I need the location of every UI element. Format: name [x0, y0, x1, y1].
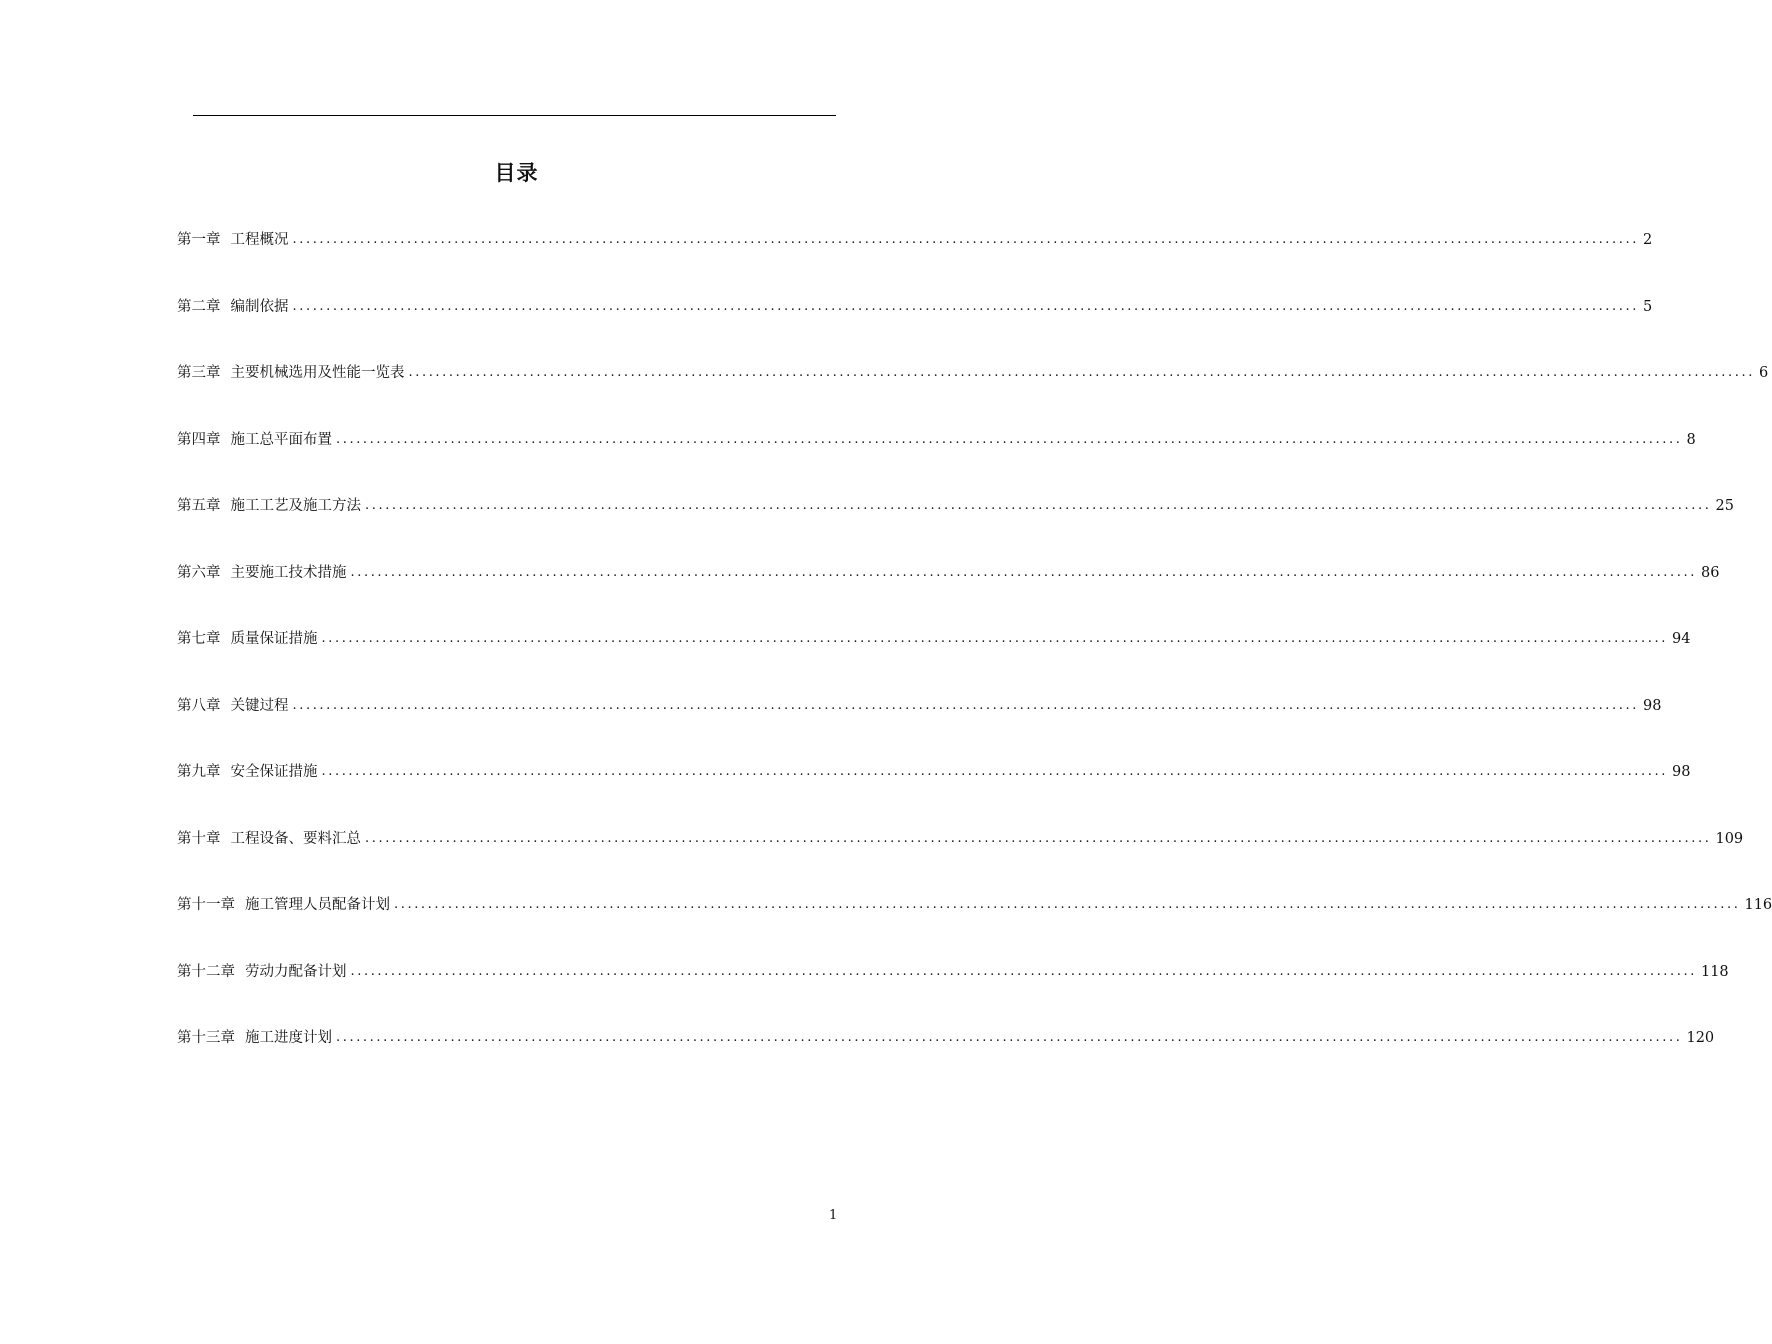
toc-entry[interactable] — [177, 294, 1653, 361]
toc-entry[interactable] — [177, 759, 1691, 826]
toc-chapter: 第十一章 — [177, 897, 235, 913]
toc-page-number: 116 — [1744, 897, 1772, 913]
toc-page-number: 120 — [1686, 1030, 1715, 1046]
toc-page-number: 8 — [1686, 431, 1696, 448]
toc-heading: 关键过程 — [230, 697, 289, 714]
toc-entry[interactable] — [177, 560, 1720, 627]
toc-leader: ........................................................................................................................................................................................................ — [321, 764, 1668, 779]
toc-heading: 质量保证措施 — [230, 631, 318, 647]
toc-chapter: 第九章 — [177, 764, 221, 780]
toc-leader: ........................................................................................................................................................................................................ — [336, 431, 1683, 447]
toc-list — [177, 227, 1772, 1092]
toc-heading: 劳动力配备计划 — [245, 963, 347, 980]
toc-leader: ........................................................................................................................................................................................................ — [336, 1030, 1683, 1045]
toc-title: 目录 — [494, 161, 539, 185]
toc-heading: 主要机械选用及性能一览表 — [230, 365, 405, 381]
toc-page-number: 94 — [1671, 631, 1691, 647]
toc-heading: 编制依据 — [230, 298, 289, 315]
toc-heading: 工程设备、要料汇总 — [230, 830, 361, 847]
toc-heading: 主要施工技术措施 — [230, 564, 347, 581]
toc-leader: ........................................................................................................................................................................................................ — [365, 498, 1712, 513]
toc-entry[interactable] — [177, 427, 1696, 494]
toc-heading: 安全保证措施 — [230, 764, 318, 780]
toc-page-number: 86 — [1700, 564, 1720, 581]
toc-page-number: 118 — [1700, 963, 1729, 980]
toc-chapter: 第七章 — [177, 631, 221, 647]
toc-page-number: 6 — [1758, 365, 1769, 381]
toc-chapter: 第八章 — [177, 697, 221, 714]
toc-chapter: 第三章 — [177, 365, 221, 381]
toc-heading: 施工管理人员配备计划 — [245, 897, 390, 913]
toc-chapter: 第四章 — [177, 431, 221, 448]
toc-heading: 工程概况 — [230, 232, 289, 248]
toc-chapter: 第十二章 — [177, 963, 235, 980]
toc-entry[interactable] — [177, 1025, 1715, 1092]
toc-entry[interactable] — [177, 360, 1769, 427]
toc-leader: ........................................................................................................................................................................................................ — [408, 365, 1755, 380]
toc-entry[interactable] — [177, 693, 1662, 760]
toc-entry[interactable] — [177, 227, 1653, 294]
toc-chapter: 第一章 — [177, 232, 221, 248]
toc-chapter: 第五章 — [177, 498, 221, 514]
toc-entry[interactable] — [177, 493, 1734, 560]
footer-page-number: 1 — [829, 1208, 838, 1223]
toc-chapter: 第十章 — [177, 830, 221, 847]
toc-leader: ........................................................................................................................................................................................................ — [292, 232, 1639, 247]
header-rule — [193, 115, 836, 116]
toc-leader: ........................................................................................................................................................................................................ — [350, 963, 1697, 979]
toc-heading: 施工工艺及施工方法 — [230, 498, 361, 514]
toc-leader: ........................................................................................................................................................................................................ — [365, 830, 1712, 846]
toc-page-number: 5 — [1642, 298, 1653, 315]
toc-page-number: 109 — [1715, 830, 1744, 847]
toc-entry[interactable] — [177, 959, 1729, 1026]
toc-leader: ........................................................................................................................................................................................................ — [350, 564, 1697, 580]
toc-page-number: 98 — [1671, 764, 1691, 780]
toc-chapter: 第十三章 — [177, 1030, 235, 1046]
toc-page-number: 98 — [1642, 697, 1662, 714]
toc-page-number: 2 — [1642, 232, 1653, 248]
toc-leader: ........................................................................................................................................................................................................ — [292, 298, 1639, 314]
toc-leader: ........................................................................................................................................................................................................ — [394, 897, 1741, 912]
toc-entry[interactable] — [177, 626, 1691, 693]
toc-page-number: 25 — [1715, 498, 1734, 514]
toc-leader: ........................................................................................................................................................................................................ — [321, 631, 1668, 646]
toc-chapter: 第二章 — [177, 298, 221, 315]
toc-chapter: 第六章 — [177, 564, 221, 581]
toc-heading: 施工总平面布置 — [230, 431, 332, 448]
toc-heading: 施工进度计划 — [245, 1030, 332, 1046]
toc-leader: ........................................................................................................................................................................................................ — [292, 697, 1639, 713]
toc-entry[interactable] — [177, 892, 1772, 959]
toc-entry[interactable] — [177, 826, 1744, 893]
